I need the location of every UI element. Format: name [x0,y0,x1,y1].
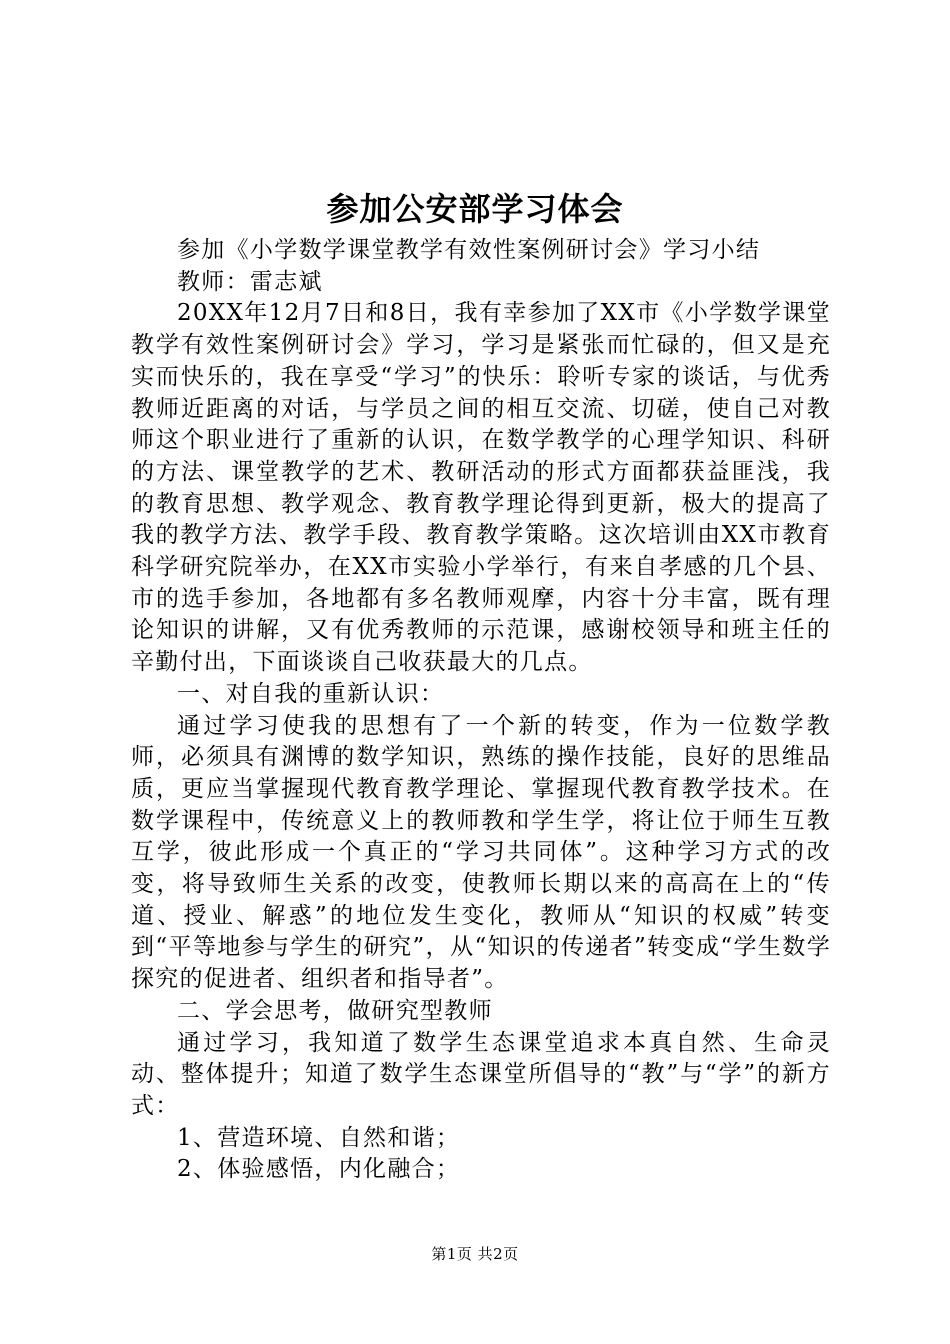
list-item: 1、营造环境、自然和谐； [177,1124,461,1151]
intro-paragraph: 20XX年12月7日和8日，我有幸参加了XX市《小学数学课堂教学有效性案例研讨会》学习，学习是紧张而忙碌的，但又是充实而快乐的，我在享受“学习”的快乐：聆听专家的谈话，与优秀教师近距离的对话，与学员之间的相互交流、切磋，使自己对教师这个职业进行了重新的认识，在数学教学的心理学知识、科研的方法、课堂教学的艺术、教研活动的形式方面都获益匪浅，我的教育思想、教学观念、教育教学理论得到更新，极大的提高了我的教学方法、教学手段、教育教学策略。这次培训由XX市教育科学研究院举办，在XX市实验小学举行，有来自孝感的几个县、市的选手参加，各地都有多名教师观摩，内容十分丰富，既有理论知识的讲解，又有优秀教师的示范课，感谢校领导和班主任的辛勤付出，下面谈谈自己收获最大的几点。 [131,300,831,676]
document-title: 参加公安部学习体会 [326,190,624,228]
section-2-paragraph: 通过学习，我知道了数学生态课堂追求本真自然、生命灵动、整体提升；知道了数学生态课堂所倡导的“教”与“学”的新方式： [131,1029,831,1119]
document-body [131,235,831,1186]
subtitle-paragraph: 参加《小学数学课堂教学有效性案例研讨会》学习小结 [177,237,761,263]
section-heading-2: 二、学会思考，做研究型教师 [177,997,493,1024]
author-paragraph: 教师：雷志斌 [177,268,323,295]
section-1-paragraph: 通过学习使我的思想有了一个新的转变，作为一位数学教师，必须具有渊博的数学知识，熟练的操作技能，良好的思维品质，更应当掌握现代教育教学理论、掌握现代教育教学技术。在数学课程中，传统意义上的教师教和学生学，将让位于师生互教互学，彼此形成一个真正的“学习共同体”。这种学习方式的改变，将导致师生关系的改变，使教师长期以来的高高在上的“传道、授业、解惑”的地位发生变化，教师从“知识的权威”转变到“平等地参与学生的研究”，从“知识的传递者”转变成“学生数学探究的促进者、组织者和指导者”。 [131,712,831,993]
section-heading-1: 一、对自我的重新认识： [177,680,445,707]
list-item: 2、体验感悟，内化融合； [177,1156,461,1183]
page-footer: 第1页 共2页 [431,1245,519,1263]
